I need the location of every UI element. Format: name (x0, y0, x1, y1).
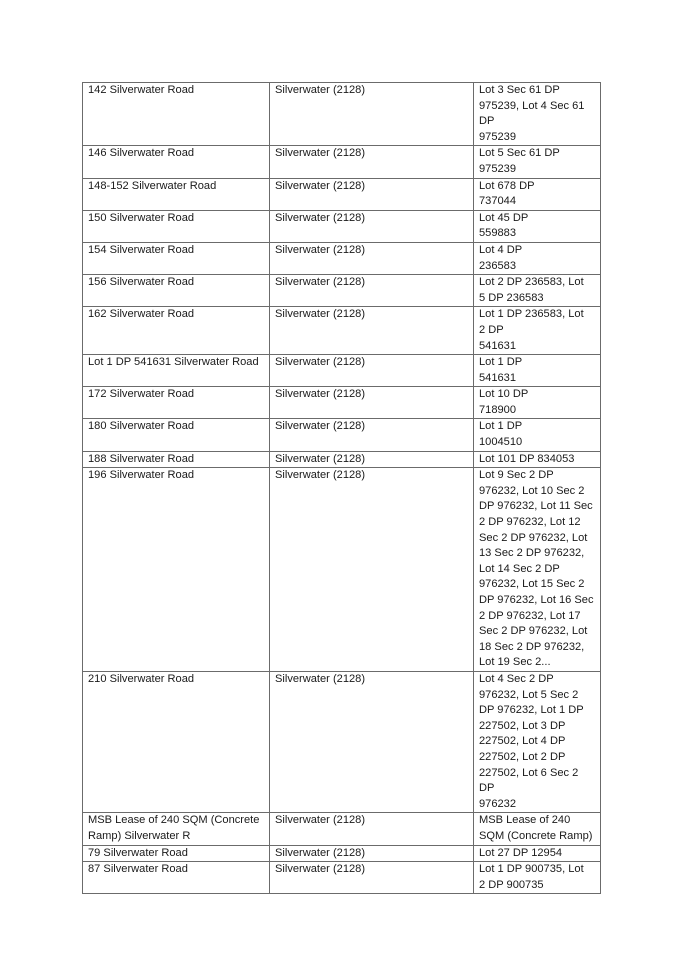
address-cell: 154 Silverwater Road (83, 242, 270, 274)
address-cell: 210 Silverwater Road (83, 671, 270, 812)
table-row (83, 387, 601, 419)
suburb-cell: Silverwater (2128) (270, 242, 474, 274)
address-cell: 156 Silverwater Road (83, 275, 270, 307)
table-row (83, 468, 601, 672)
lot-cell: Lot 1 DP 1004510 (474, 419, 601, 451)
lot-cell: Lot 5 Sec 61 DP 975239 (474, 146, 601, 178)
table-row (83, 275, 601, 307)
table-row (83, 83, 601, 146)
suburb-cell: Silverwater (2128) (270, 845, 474, 862)
address-cell: 146 Silverwater Road (83, 146, 270, 178)
table-row (83, 862, 601, 894)
table-row (83, 307, 601, 355)
table-row (83, 813, 601, 845)
lot-cell: Lot 1 DP 900735, Lot 2 DP 900735 (474, 862, 601, 894)
address-cell: 196 Silverwater Road (83, 468, 270, 672)
suburb-cell: Silverwater (2128) (270, 387, 474, 419)
lot-cell: Lot 678 DP 737044 (474, 178, 601, 210)
table-row (83, 210, 601, 242)
address-cell: 142 Silverwater Road (83, 83, 270, 146)
suburb-cell: Silverwater (2128) (270, 83, 474, 146)
lot-cell: Lot 2 DP 236583, Lot 5 DP 236583 (474, 275, 601, 307)
address-cell: 162 Silverwater Road (83, 307, 270, 355)
table-row (83, 178, 601, 210)
table-row (83, 845, 601, 862)
address-cell: 188 Silverwater Road (83, 451, 270, 468)
table-row (83, 671, 601, 812)
suburb-cell: Silverwater (2128) (270, 210, 474, 242)
suburb-cell: Silverwater (2128) (270, 862, 474, 894)
lot-cell: MSB Lease of 240 SQM (Concrete Ramp) (474, 813, 601, 845)
address-cell: 180 Silverwater Road (83, 419, 270, 451)
table-row (83, 419, 601, 451)
address-cell: 150 Silverwater Road (83, 210, 270, 242)
property-lots-table (82, 82, 601, 894)
lot-cell: Lot 101 DP 834053 (474, 451, 601, 468)
table-row (83, 146, 601, 178)
table-row (83, 355, 601, 387)
lot-cell: Lot 3 Sec 61 DP 975239, Lot 4 Sec 61 DP 975239 (474, 83, 601, 146)
address-cell: 79 Silverwater Road (83, 845, 270, 862)
suburb-cell: Silverwater (2128) (270, 671, 474, 812)
lot-cell: Lot 1 DP 236583, Lot 2 DP 541631 (474, 307, 601, 355)
lot-cell: Lot 45 DP 559883 (474, 210, 601, 242)
lot-cell: Lot 10 DP 718900 (474, 387, 601, 419)
suburb-cell: Silverwater (2128) (270, 307, 474, 355)
address-cell: 148-152 Silverwater Road (83, 178, 270, 210)
address-cell: Lot 1 DP 541631 Silverwater Road (83, 355, 270, 387)
lot-cell: Lot 9 Sec 2 DP 976232, Lot 10 Sec 2 DP 976232, Lot 11 Sec 2 DP 976232, Lot 12 Sec 2 DP 976232, Lot 13 Sec 2 DP 976232, Lot 14 Sec 2 DP 976232, Lot 15 Sec 2 DP 976232, Lot 16 Sec 2 DP 976232, Lot 17 Sec 2 DP 976232, Lot 18 Sec 2 DP 976232, Lot 19 Sec 2... (474, 468, 601, 672)
lot-cell: Lot 27 DP 12954 (474, 845, 601, 862)
suburb-cell: Silverwater (2128) (270, 146, 474, 178)
lot-cell: Lot 4 Sec 2 DP 976232, Lot 5 Sec 2 DP 976232, Lot 1 DP 227502, Lot 3 DP 227502, Lot 4 DP 227502, Lot 2 DP 227502, Lot 6 Sec 2 DP 976232 (474, 671, 601, 812)
lot-cell: Lot 1 DP 541631 (474, 355, 601, 387)
suburb-cell: Silverwater (2128) (270, 275, 474, 307)
table-row (83, 242, 601, 274)
suburb-cell: Silverwater (2128) (270, 419, 474, 451)
suburb-cell: Silverwater (2128) (270, 355, 474, 387)
address-cell: 87 Silverwater Road (83, 862, 270, 894)
suburb-cell: Silverwater (2128) (270, 813, 474, 845)
suburb-cell: Silverwater (2128) (270, 451, 474, 468)
lot-cell: Lot 4 DP 236583 (474, 242, 601, 274)
address-cell: 172 Silverwater Road (83, 387, 270, 419)
suburb-cell: Silverwater (2128) (270, 178, 474, 210)
suburb-cell: Silverwater (2128) (270, 468, 474, 672)
table-row (83, 451, 601, 468)
address-cell: MSB Lease of 240 SQM (Concrete Ramp) Silverwater R (83, 813, 270, 845)
